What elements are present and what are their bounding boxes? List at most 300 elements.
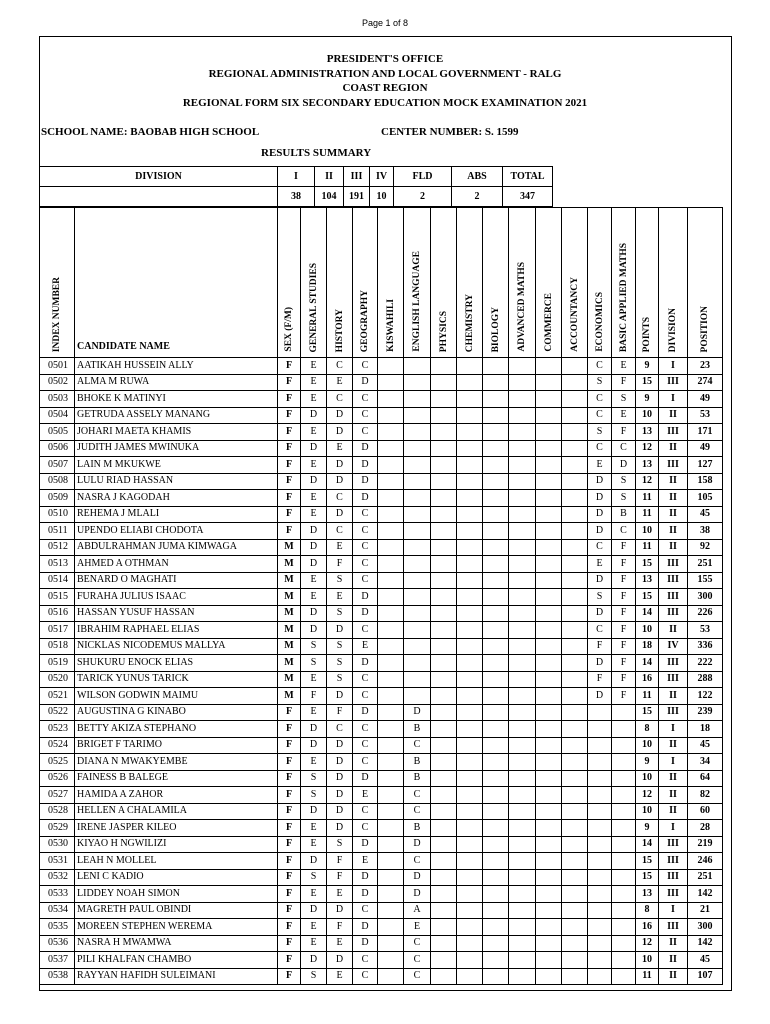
grade-cell [509,605,536,622]
candidate-name-cell: RAYYAN HAFIDH SULEIMANI [75,968,278,985]
candidate-name-cell: AATIKAH HUSSEIN ALLY [75,358,278,375]
grade-cell [431,820,457,837]
table-row [40,968,723,985]
grade-cell: D [301,622,327,639]
grade-cell [612,803,636,820]
grade-cell: C [353,803,378,820]
index-number-cell: 0515 [40,589,75,606]
division-cell: I [659,754,688,771]
division-cell: III [659,886,688,903]
position-cell: 92 [688,539,723,556]
grade-cell [483,754,509,771]
points-cell: 12 [636,787,659,804]
table-row [40,820,723,837]
table-row [40,671,723,688]
grade-cell [378,539,404,556]
grade-cell: D [588,655,612,672]
grade-cell [536,770,562,787]
grade-cell [378,407,404,424]
grade-cell: C [353,622,378,639]
candidate-name-cell: IRENE JASPER KILEO [75,820,278,837]
grade-cell [404,473,431,490]
grade-cell [612,754,636,771]
position-cell: 28 [688,820,723,837]
grade-cell [612,886,636,903]
grade-cell [404,440,431,457]
grade-cell [536,638,562,655]
summary-header-i: I [278,167,315,187]
division-cell: III [659,605,688,622]
position-cell: 18 [688,721,723,738]
grade-cell: E [301,457,327,474]
grade-cell: S [301,638,327,655]
sex-cell: F [278,836,301,853]
grade-cell [588,721,612,738]
grade-cell [509,952,536,969]
grade-cell [588,886,612,903]
candidate-name-cell: BETTY AKIZA STEPHANO [75,721,278,738]
position-cell: 251 [688,869,723,886]
grade-cell [457,490,483,507]
table-row [40,869,723,886]
grade-cell [562,787,588,804]
grade-cell: S [327,572,353,589]
grade-cell: D [612,457,636,474]
table-row [40,506,723,523]
division-cell: II [659,787,688,804]
grade-cell [457,589,483,606]
grade-cell: E [327,968,353,985]
position-cell: 142 [688,935,723,952]
grade-cell [431,853,457,870]
grade-cell [536,869,562,886]
grade-cell [431,935,457,952]
sex-cell: F [278,886,301,903]
grade-cell [378,605,404,622]
grade-cell [509,572,536,589]
grade-cell: D [353,490,378,507]
position-cell: 82 [688,787,723,804]
summary-value-iii: 191 [344,187,370,207]
column-header-label: PHYSICS [438,310,449,352]
grade-cell [431,952,457,969]
grade-cell: E [404,919,431,936]
summary-value-i: 38 [278,187,315,207]
grade-cell: C [612,440,636,457]
position-cell: 45 [688,737,723,754]
grade-cell: D [327,787,353,804]
grade-cell [378,952,404,969]
grade-cell: D [588,490,612,507]
grade-cell: S [327,655,353,672]
grade-cell: C [404,968,431,985]
grade-cell [588,704,612,721]
grade-cell: D [327,754,353,771]
candidate-name-cell: MOREEN STEPHEN WEREMA [75,919,278,936]
grade-cell [612,869,636,886]
grade-cell [509,787,536,804]
candidate-name-cell: HELLEN A CHALAMILA [75,803,278,820]
candidate-name-cell: BRIGET F TARIMO [75,737,278,754]
grade-cell [509,737,536,754]
grade-cell [509,622,536,639]
grade-cell: D [327,770,353,787]
grade-cell [483,704,509,721]
grade-cell: C [588,358,612,375]
grade-cell [612,968,636,985]
grade-cell: D [353,886,378,903]
grade-cell [536,737,562,754]
grade-cell: E [301,374,327,391]
division-cell: III [659,572,688,589]
index-number-cell: 0501 [40,358,75,375]
grade-cell [509,853,536,870]
grade-cell [483,869,509,886]
grade-cell [378,622,404,639]
grade-cell [378,803,404,820]
candidate-name-cell: NICKLAS NICODEMUS MALLYA [75,638,278,655]
grade-cell [431,638,457,655]
candidate-name-cell: MAGRETH PAUL OBINDI [75,902,278,919]
grade-cell [378,506,404,523]
grade-cell [612,820,636,837]
column-header [483,208,509,358]
summary-header-total: TOTAL [503,167,553,187]
candidate-name-cell: AHMED A OTHMAN [75,556,278,573]
grade-cell [378,836,404,853]
division-cell: II [659,523,688,540]
grade-cell: S [301,869,327,886]
grade-cell [536,671,562,688]
grade-cell: D [301,440,327,457]
sex-cell: F [278,935,301,952]
grade-cell: F [612,424,636,441]
table-row [40,853,723,870]
grade-cell: D [327,457,353,474]
sex-cell: F [278,358,301,375]
grade-cell [562,968,588,985]
grade-cell [378,358,404,375]
grade-cell [588,968,612,985]
summary-value-ii: 104 [315,187,344,207]
grade-cell [457,952,483,969]
grade-cell [378,853,404,870]
grade-cell [562,853,588,870]
candidate-name-cell: IBRAHIM RAPHAEL ELIAS [75,622,278,639]
grade-cell [536,473,562,490]
grade-cell: S [612,473,636,490]
grade-cell [483,803,509,820]
table-row [40,407,723,424]
grade-cell [483,523,509,540]
table-row [40,440,723,457]
column-header [509,208,536,358]
position-cell: 127 [688,457,723,474]
grade-cell: D [353,457,378,474]
grade-cell [404,589,431,606]
grade-cell [457,556,483,573]
sex-cell: F [278,424,301,441]
grade-cell: C [353,391,378,408]
table-row [40,556,723,573]
summary-header-division: DIVISION [40,167,278,187]
points-cell: 16 [636,919,659,936]
index-number-cell: 0520 [40,671,75,688]
grade-cell [536,655,562,672]
table-row [40,473,723,490]
grade-cell: S [301,655,327,672]
grade-cell [612,836,636,853]
grade-cell [404,622,431,639]
sex-cell: F [278,902,301,919]
grade-cell [536,968,562,985]
grade-cell [536,605,562,622]
division-cell: I [659,721,688,738]
grade-cell: C [327,358,353,375]
summary-value-total: 347 [503,187,553,207]
grade-cell: D [327,820,353,837]
candidate-name-cell: BHOKE K MATINYI [75,391,278,408]
grade-cell [536,407,562,424]
candidate-name-cell: NASRA J KAGODAH [75,490,278,507]
grade-cell [536,539,562,556]
position-cell: 49 [688,391,723,408]
column-header-label: POSITION [700,305,710,352]
column-header-label: ACCOUNTANCY [569,277,580,352]
candidate-name-cell: JUDITH JAMES MWINUKA [75,440,278,457]
column-header [688,208,723,358]
grade-cell: D [301,952,327,969]
candidate-name-cell: REHEMA J MLALI [75,506,278,523]
grade-cell [588,787,612,804]
grade-cell: C [327,721,353,738]
points-cell: 13 [636,457,659,474]
column-header-label: HISTORY [334,308,345,352]
points-cell: 15 [636,704,659,721]
sex-cell: M [278,638,301,655]
division-cell: II [659,473,688,490]
candidate-name-cell: JOHARI MAETA KHAMIS [75,424,278,441]
division-cell: IV [659,638,688,655]
grade-cell [562,391,588,408]
grade-cell [509,490,536,507]
division-cell: II [659,539,688,556]
sex-cell: F [278,490,301,507]
points-cell: 10 [636,622,659,639]
grade-cell: D [404,886,431,903]
grade-cell: D [327,407,353,424]
grade-cell [378,490,404,507]
candidate-name-cell: PILI KHALFAN CHAMBO [75,952,278,969]
grade-cell: S [588,374,612,391]
position-cell: 105 [688,490,723,507]
grade-cell: F [612,638,636,655]
index-number-cell: 0532 [40,869,75,886]
grade-cell [378,869,404,886]
page-number: Page 1 of 8 [361,18,409,28]
grade-cell [431,457,457,474]
points-cell: 11 [636,688,659,705]
candidate-name-cell: LENI C KADIO [75,869,278,886]
points-cell: 10 [636,407,659,424]
grade-cell [404,506,431,523]
column-header-label: KISWAHILI [385,299,396,352]
results-summary-label: RESULTS SUMMARY [261,147,372,159]
table-row [40,589,723,606]
division-cell: I [659,820,688,837]
grade-cell: F [588,638,612,655]
table-row [40,539,723,556]
grade-cell [483,407,509,424]
grade-cell [509,407,536,424]
grade-cell [431,358,457,375]
position-cell: 107 [688,968,723,985]
grade-cell [562,605,588,622]
points-cell: 15 [636,589,659,606]
grade-cell [404,457,431,474]
grade-cell: F [612,572,636,589]
candidate-name-cell: WILSON GODWIN MAIMU [75,688,278,705]
grade-cell [509,935,536,952]
grade-cell: B [612,506,636,523]
grade-cell [562,671,588,688]
grade-cell [588,952,612,969]
grade-cell: C [404,853,431,870]
summary-value-row [40,187,553,207]
grade-cell: F [327,704,353,721]
grade-cell [378,457,404,474]
sex-cell: M [278,688,301,705]
grade-cell: F [612,655,636,672]
division-cell: II [659,968,688,985]
grade-cell: C [588,539,612,556]
grade-cell [431,919,457,936]
sex-cell: F [278,853,301,870]
grade-cell [536,704,562,721]
points-cell: 15 [636,853,659,870]
grade-cell: E [301,820,327,837]
candidate-name-cell: HAMIDA A ZAHOR [75,787,278,804]
grade-cell: C [353,358,378,375]
sex-cell: F [278,473,301,490]
grade-cell [378,473,404,490]
grade-cell [562,523,588,540]
grade-cell [536,440,562,457]
grade-cell [509,754,536,771]
grade-cell [457,473,483,490]
grade-cell: D [404,704,431,721]
index-number-cell: 0516 [40,605,75,622]
division-cell: III [659,424,688,441]
grade-cell [457,770,483,787]
grade-cell [378,737,404,754]
points-cell: 10 [636,737,659,754]
grade-cell [536,721,562,738]
grade-cell: F [588,671,612,688]
grade-cell: C [588,407,612,424]
position-cell: 53 [688,407,723,424]
grade-cell [404,688,431,705]
grade-cell: E [327,440,353,457]
position-cell: 155 [688,572,723,589]
grade-cell [588,935,612,952]
column-header [40,208,75,358]
summary-header-row [40,167,553,187]
column-header-label: ADVANCED MATHS [517,262,527,352]
position-cell: 45 [688,952,723,969]
column-header [536,208,562,358]
sex-cell: M [278,556,301,573]
grade-cell [457,721,483,738]
index-number-cell: 0533 [40,886,75,903]
grade-cell [404,572,431,589]
column-header [378,208,404,358]
grade-cell [562,424,588,441]
grade-cell: D [327,902,353,919]
column-header [659,208,688,358]
results-summary-table [39,166,553,207]
grade-cell [431,523,457,540]
sex-cell: F [278,919,301,936]
grade-cell [509,655,536,672]
division-cell: II [659,622,688,639]
index-number-cell: 0508 [40,473,75,490]
candidate-name-cell: LULU RIAD HASSAN [75,473,278,490]
division-cell: III [659,457,688,474]
candidate-name-cell: ALMA M RUWA [75,374,278,391]
column-header-row [40,208,723,358]
sex-cell: M [278,572,301,589]
grade-cell [378,589,404,606]
index-number-cell: 0513 [40,556,75,573]
grade-cell [562,490,588,507]
candidate-name-cell: TARICK YUNUS TARICK [75,671,278,688]
grade-cell: C [404,935,431,952]
grade-cell: B [404,721,431,738]
sex-cell: F [278,787,301,804]
grade-cell [562,358,588,375]
grade-cell: D [327,737,353,754]
summary-header-ii: II [315,167,344,187]
candidate-name-cell: FURAHA JULIUS ISAAC [75,589,278,606]
grade-cell [431,424,457,441]
grade-cell [562,836,588,853]
grade-cell: F [612,688,636,705]
grade-cell [431,655,457,672]
grade-cell [509,506,536,523]
grade-cell: C [327,490,353,507]
points-cell: 13 [636,886,659,903]
grade-cell: D [301,803,327,820]
grade-cell: C [353,407,378,424]
index-number-cell: 0534 [40,902,75,919]
grade-cell: F [327,853,353,870]
table-row [40,803,723,820]
points-cell: 8 [636,902,659,919]
grade-cell [562,803,588,820]
index-number-cell: 0505 [40,424,75,441]
grade-cell [509,457,536,474]
header-line-1: PRESIDENT'S OFFICE [326,53,444,65]
candidate-name-cell: ABDULRAHMAN JUMA KIMWAGA [75,539,278,556]
grade-cell [483,539,509,556]
grade-cell [536,787,562,804]
grade-cell [457,737,483,754]
index-number-cell: 0504 [40,407,75,424]
position-cell: 336 [688,638,723,655]
grade-cell [588,919,612,936]
grade-cell [378,770,404,787]
